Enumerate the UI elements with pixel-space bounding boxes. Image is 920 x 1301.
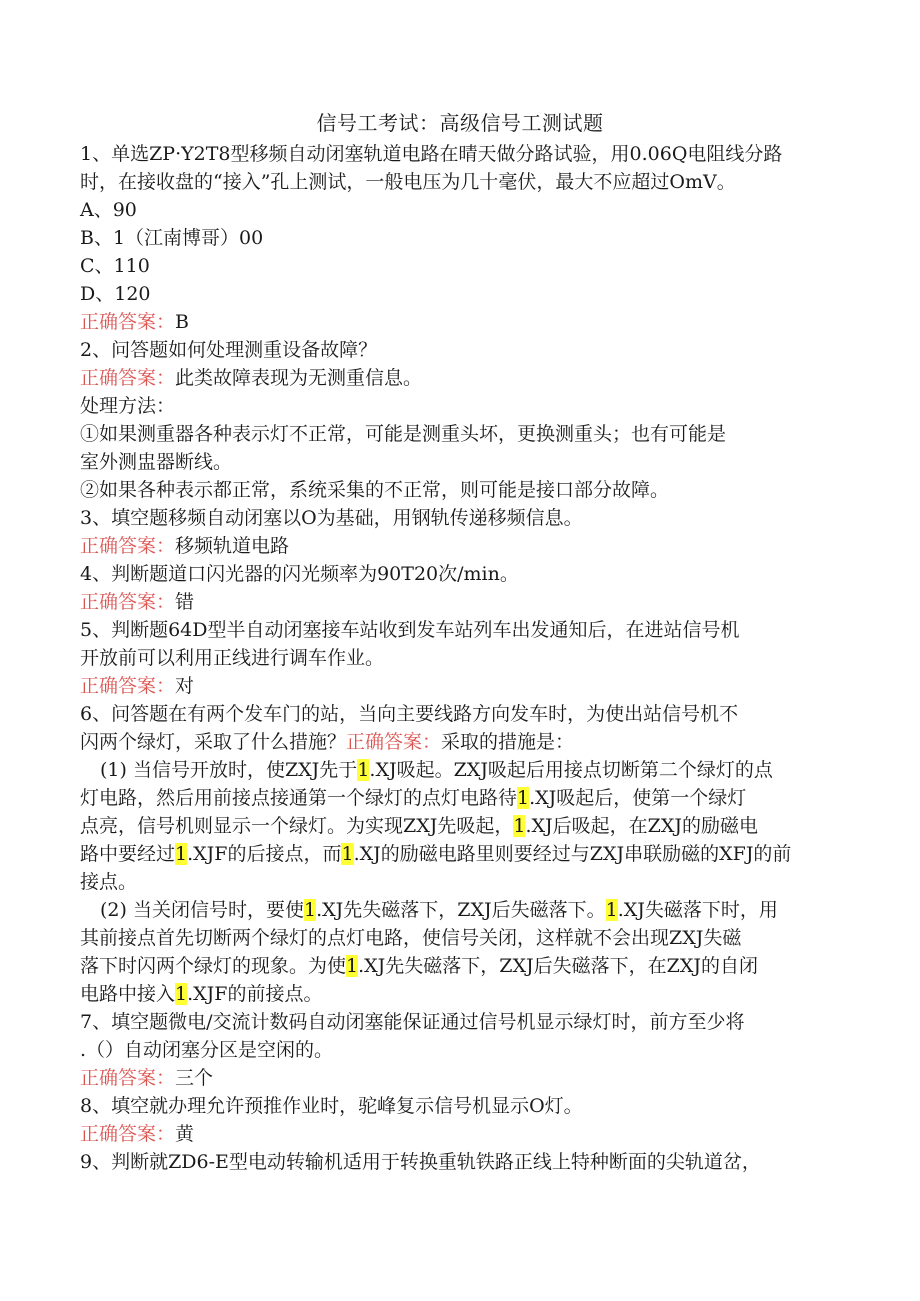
answer-line [80,588,840,616]
question-stem: 6、问答题在有两个发车门的站，当向主要线路方向发车时，为使出站信号机不 [80,703,739,725]
answer-paragraph-2: 电路中接入1.XJF的前接点。 [80,983,323,1005]
answer-text: 错 [175,591,195,613]
question-9 [80,1148,840,1176]
highlight-mark: 1 [517,787,530,809]
answer-paragraph-2: 落下时闪两个绿灯的现象。为使1.XJ先失磁落下，ZXJ后失磁落下，在ZXJ的自闭 [80,955,758,977]
question-stem: 开放前可以利用正线进行调车作业。 [80,647,385,669]
question-stem: 时，在接收盘的“接入”孔上测试，一般电压为几十毫伏，最大不应超过OmV。 [80,171,736,193]
question-2 [80,336,840,504]
question-4 [80,560,840,616]
method-title: 处理方法： [80,395,176,417]
question-stem: 1、单选ZP·Y2T8型移频自动闭塞轨道电路在晴天做分路试验，用0.06Q电阻线分路 [80,143,783,165]
answer-line [80,532,840,560]
question-stem: .（）自动闭塞分区是空闲的。 [80,1039,334,1061]
answer-text: 此类故障表现为无测重信息。 [175,367,423,389]
answer-label: 正确答案： [80,311,176,333]
answer-line [80,1064,840,1092]
question-6 [80,700,840,1008]
question-7 [80,1008,840,1092]
document-page [80,108,840,1176]
question-stem: 8、填空就办理允许预推作业时，驼峰复示信号机显示O灯。 [80,1095,583,1117]
option-b: B、1（江南博哥）00 [80,227,264,249]
answer-paragraph-1: 接点。 [80,871,138,893]
highlight-mark: 1 [175,843,188,865]
option-a: A、90 [80,199,137,221]
answer-label: 正确答案： [80,535,176,557]
highlight-mark: 1 [303,899,317,921]
answer-label: 正确答案： [80,367,176,389]
question-stem: 7、填空题微电/交流计数码自动闭塞能保证通过信号机显示绿灯时，前方至少将 [80,1011,745,1033]
question-stem: 9、判断就ZD6-E型电动转输机适用于转换重轨铁路正线上特种断面的尖轨道岔， [80,1151,761,1173]
question-1 [80,140,840,336]
method-item: ①如果测重器各种表示灯不正常，可能是测重头坏，更换测重头；也有可能是 [80,423,727,445]
option-d: D、120 [80,283,151,305]
answer-paragraph-2: (2) 当关闭信号时，要使1.XJ先失磁落下，ZXJ后失磁落下。1.XJ失磁落下时，用 [100,899,778,921]
answer-label: 正确答案： [80,591,176,613]
question-stem: 5、判断题64D型半自动闭塞接车站收到发车站列车出发通知后，在进站信号机 [80,619,740,641]
answer-text: 采取的措施是： [441,731,575,753]
page-title: 信号工考试：高级信号工测试题 [316,111,604,135]
answer-label: 正确答案： [80,1067,176,1089]
highlight-mark: 1 [357,759,370,781]
answer-text: 对 [175,675,195,697]
answer-line [80,1120,840,1148]
answer-text: 三个 [175,1067,214,1089]
question-stem: 4、判断题道口闪光器的闪光频率为90T20次/min。 [80,563,519,585]
question-stem: 3、填空题移频自动闭塞以O为基础，用钢轨传递移频信息。 [80,507,583,529]
method-item: ②如果各种表示都正常，系统采集的不正常，则可能是接口部分故障。 [80,479,670,501]
answer-text: B [175,311,189,333]
highlight-mark: 1 [341,843,354,865]
answer-text: 移频轨道电路 [175,535,290,557]
answer-label: 正确答案： [80,1123,176,1145]
question-3 [80,504,840,560]
question-8 [80,1092,840,1148]
answer-text: 黄 [175,1123,195,1145]
highlight-mark: 1 [346,955,359,977]
question-5 [80,616,840,700]
answer-label: 正确答案： [80,675,176,697]
highlight-mark: 1 [175,983,188,1005]
highlight-mark: 1 [513,815,526,837]
answer-paragraph-1: 灯电路，然后用前接点接通第一个绿灯的点灯电路待1.XJ吸起后，使第一个绿灯 [80,787,747,809]
question-stem: 闪两个绿灯，采取了什么措施？正确答案：采取的措施是： [80,731,575,753]
answer-paragraph-1: 点亮，信号机则显示一个绿灯。为实现ZXJ先吸起，1.XJ后吸起，在ZXJ的励磁电 [80,815,758,837]
answer-label: 正确答案： [346,731,442,753]
answer-line [80,672,840,700]
answer-line [80,364,840,392]
answer-paragraph-1: 路中要经过1.XJF的后接点，而1.XJ的励磁电路里则要经过与ZXJ串联励磁的XFJ的前 [80,843,792,865]
highlight-mark: 1 [605,899,618,921]
question-stem: 2、问答题如何处理测重设备故障？ [80,339,378,361]
answer-paragraph-2: 其前接点首先切断两个绿灯的点灯电路，使信号关闭，这样就不会出现ZXJ失磁 [80,927,742,949]
method-item: 室外测盅器断线。 [80,451,233,473]
answer-paragraph-1: (1) 当信号开放时，使ZXJ先于1.XJ吸起。ZXJ吸起后用接点切断第二个绿灯的点 [100,759,773,781]
answer-line [80,308,840,336]
option-c: C、110 [80,255,150,277]
